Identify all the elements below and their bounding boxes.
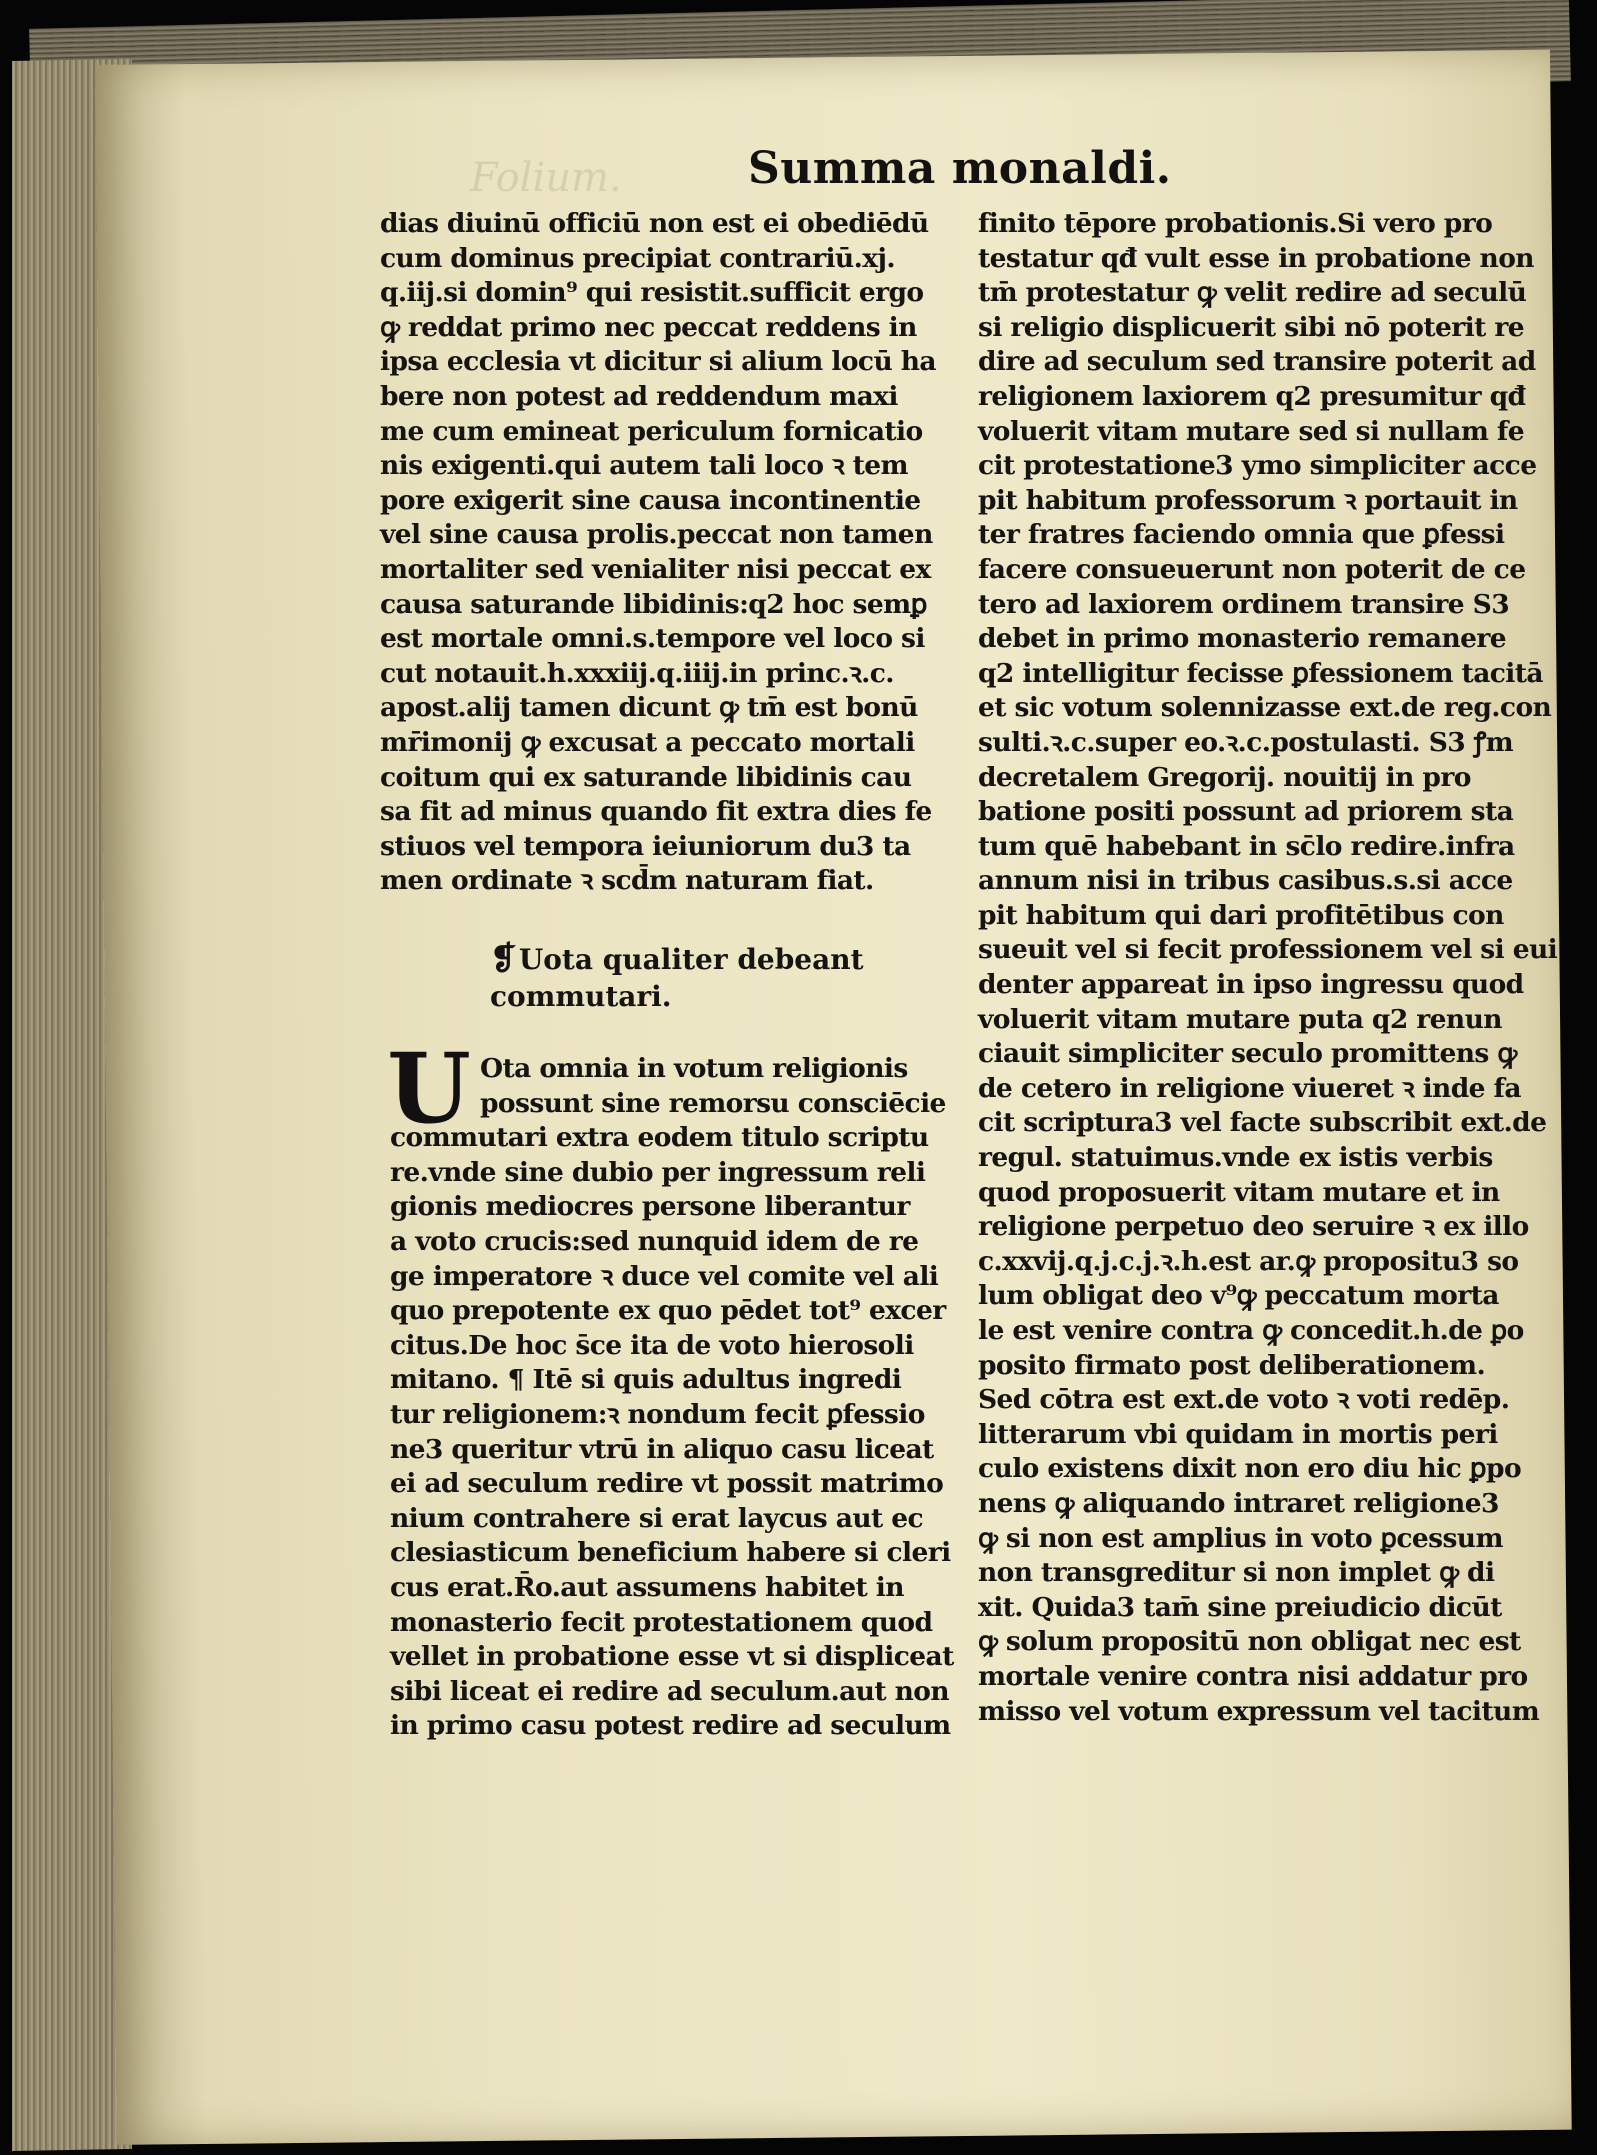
text-line: sulti.ꝛ.c.super eo.ꝛ.c.postulasti. S3 ꝭm: [978, 726, 1514, 758]
text-line: tur religionem:ꝛ nondum fecit ꝑfessio: [390, 1398, 925, 1430]
text-line: coitum qui ex saturande libidinis cau: [380, 761, 912, 793]
text-line: apost.alij tamen dicunt ꝙ tm̄ est bonū: [380, 692, 918, 724]
text-line: voluerit vitam mutare sed si nullam fe: [978, 415, 1524, 447]
text-line: cit scriptura3 vel facte subscribit ext.de: [978, 1107, 1547, 1139]
pilcrow-icon: ❡: [490, 939, 517, 977]
text-line: pit habitum professorum ꝛ portauit in: [978, 484, 1518, 516]
text-line: voluerit vitam mutare puta q2 renun: [978, 1003, 1502, 1035]
text-line: sibi liceat ei redire ad seculum.aut non: [390, 1675, 950, 1707]
text-line: nium contrahere si erat laycus aut ec: [390, 1502, 924, 1534]
text-line: c.xxvij.q.j.c.j.ꝛ.h.est ar.ꝙ propositu3 so: [978, 1245, 1519, 1277]
text-line: commutari extra eodem titulo scriptu: [390, 1122, 929, 1154]
heading-line-1: ❡Uota qualiter debeant: [490, 939, 864, 977]
text-line: religionem laxiorem q2 presumitur qđ: [978, 380, 1526, 412]
text-line: misso vel votum expressum vel tacitum: [978, 1695, 1540, 1727]
text-line: le est venire contra ꝙ concedit.h.de ꝑo: [978, 1315, 1524, 1346]
text-line: debet in primo monasterio remanere: [978, 623, 1506, 655]
text-line: cut notauit.h.xxxiij.q.iiij.in princ.ꝛ.c.: [380, 657, 894, 689]
text-line: nis exigenti.qui autem tali loco ꝛ tem: [380, 450, 908, 482]
text-line: annum nisi in tribus casibus.s.si acce: [978, 865, 1513, 897]
text-line: mr̄imonij ꝙ excusat a peccato mortali: [380, 726, 915, 758]
text-line: ꝙ reddat primo nec peccat reddens in: [380, 311, 917, 343]
text-line: quod proposuerit vitam mutare et in: [978, 1176, 1500, 1208]
text-line: ge imperatore ꝛ duce vel comite vel ali: [390, 1260, 939, 1292]
text-line: testatur qđ vult esse in probatione non: [978, 242, 1534, 274]
text-line: citus.De hoc s̄ce ita de voto hierosoli: [390, 1329, 914, 1361]
text-line: ter fratres faciendo omnia que ꝑfessi: [978, 519, 1505, 551]
text-line: me cum emineat periculum fornicatio: [380, 415, 923, 447]
text-line: decretalem Gregorij. nouitij in pro: [978, 761, 1471, 793]
text-line: ciauit simpliciter seculo promittens ꝙ: [978, 1038, 1517, 1070]
text-line: religione perpetuo deo seruire ꝛ ex illo: [978, 1211, 1529, 1243]
bleed-through-text: Folium.: [470, 155, 622, 201]
text-line: monasterio fecit protestationem quod: [390, 1606, 933, 1638]
text-line: ne3 queritur vtrū in aliquo casu liceat: [390, 1433, 934, 1465]
text-line: regul. statuimus.vnde ex istis verbis: [978, 1142, 1493, 1174]
text-line: cus erat.R̄o.aut assumens habitet in: [390, 1571, 904, 1603]
text-line: finito tēpore probationis.Si vero pro: [978, 208, 1493, 239]
text-line: vel sine causa prolis.peccat non tamen: [380, 519, 933, 551]
text-line: non transgreditur si non implet ꝙ di: [978, 1557, 1495, 1589]
text-line: dire ad seculum sed transire poterit ad: [978, 346, 1536, 378]
text-line: nens ꝙ aliquando intraret religione3: [978, 1487, 1499, 1519]
text-line: stiuos vel tempora ieiuniorum du3 ta: [380, 830, 911, 862]
text-line: Sed cōtra est ext.de voto ꝛ voti redēp.: [978, 1384, 1510, 1416]
text-line: a voto crucis:sed nunquid idem de re: [390, 1225, 919, 1257]
text-line: ei ad seculum redire vt possit matrimo: [390, 1468, 944, 1500]
text-line: q2 intelligitur fecisse ꝑfessionem tacitā: [978, 657, 1543, 689]
text-line: bere non potest ad reddendum maxi: [380, 380, 898, 412]
text-line: pore exigerit sine causa incontinentie: [380, 484, 921, 516]
right-column: [978, 207, 1558, 1729]
text-line: lum obligat deo v⁹ꝙ peccatum morta: [978, 1280, 1499, 1312]
decorated-initial: U: [387, 1032, 471, 1145]
text-line: cum dominus precipiat contrariū.xj.: [380, 242, 896, 274]
text-line: cit protestatione3 ymo simpliciter acce: [978, 450, 1537, 482]
text-line: et sic votum solennizasse ext.de reg.con: [978, 692, 1552, 724]
text-line: denter appareat in ipso ingressu quod: [978, 969, 1524, 1001]
text-line: men ordinate ꝛ scd̄m naturam fiat.: [380, 865, 874, 897]
text-line: dias diuinū officiū non est ei obediēdū: [380, 208, 929, 239]
text-line: vellet in probatione esse vt si displiceat: [390, 1641, 954, 1673]
text-line: quo prepotente ex quo pēdet tot⁹ excer: [390, 1295, 946, 1327]
text-line: litterarum vbi quidam in mortis peri: [978, 1418, 1498, 1450]
text-line: clesiasticum beneficium habere si cleri: [390, 1537, 951, 1569]
text-line: tum quē habebant in sc̄lo redire.infra: [978, 830, 1515, 862]
text-line: culo existens dixit non ero diu hic ꝑpo: [978, 1453, 1522, 1485]
left-column-top: [380, 207, 960, 899]
text-line: Ota omnia in votum religionis: [480, 1053, 908, 1084]
text-line: facere consueuerunt non poterit de ce: [978, 553, 1526, 585]
text-line: sueuit vel si fecit professionem vel si eui: [978, 934, 1558, 966]
section-heading: [490, 940, 950, 1015]
text-line: est mortale omni.s.tempore vel loco si: [380, 623, 925, 655]
heading-line-2: commutari.: [490, 980, 672, 1013]
text-line: tero ad laxiorem ordinem transire S3: [978, 588, 1510, 620]
text-line: batione positi possunt ad priorem sta: [978, 796, 1514, 828]
left-column-bottom: [390, 1052, 960, 1744]
text-line: pit habitum qui dari profitētibus con: [978, 899, 1504, 931]
text-line: de cetero in religione viueret ꝛ inde fa: [978, 1072, 1521, 1104]
text-line: mitano. ¶ Itē si quis adultus ingredi: [390, 1364, 902, 1396]
text-line: mortale venire contra nisi addatur pro: [978, 1660, 1528, 1692]
text-line: ipsa ecclesia vt dicitur si alium locū ha: [380, 346, 936, 378]
text-line: ꝙ solum propositū non obligat nec est: [978, 1626, 1521, 1658]
text-line: q.iij.si domin⁹ qui resistit.sufficit ergo: [380, 277, 924, 309]
text-line: in primo casu potest redire ad seculum: [390, 1710, 951, 1742]
text-line: causa saturande libidinis:q2 hoc semꝑ: [380, 588, 927, 620]
text-line: gionis mediocres persone liberantur: [390, 1191, 910, 1223]
text-line: sa fit ad minus quando fit extra dies fe: [380, 796, 932, 828]
text-line: ꝙ si non est amplius in voto ꝑcessum: [978, 1522, 1503, 1554]
text-line: re.vnde sine dubio per ingressum reli: [390, 1156, 926, 1188]
text-line: posito firmato post deliberationem.: [978, 1349, 1486, 1381]
text-line: si religio displicuerit sibi nō poterit re: [978, 311, 1524, 343]
text-line: possunt sine remorsu consciēcie: [480, 1087, 946, 1119]
text-line: tm̄ protestatur ꝙ velit redire ad seculū: [978, 277, 1527, 309]
text-line: mortaliter sed venialiter nisi peccat ex: [380, 553, 931, 585]
text-line: xit. Quida3 tam̄ sine preiudicio dicūt: [978, 1591, 1502, 1623]
running-header: Summa monaldi.: [748, 143, 1172, 194]
